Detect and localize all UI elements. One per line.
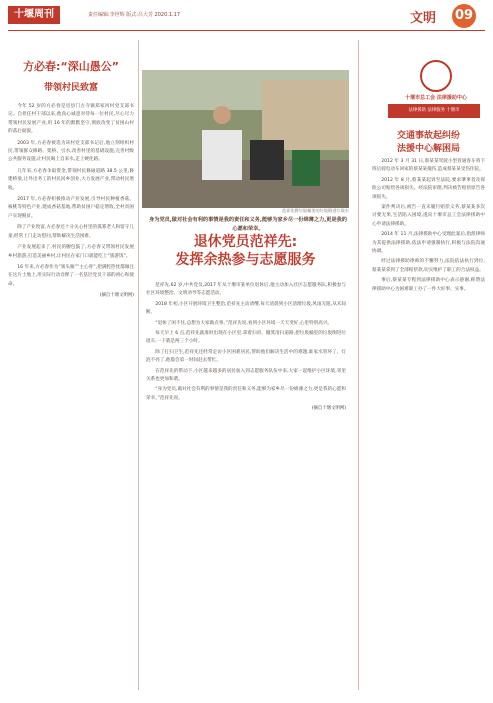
paragraph: 2017 年,方必春积极推动产业发展,引导村民种植香菇、核桃等特色产业,建成香菇基地,帮助贫困户稳定增收,全村贫困户实现脱贫。: [8, 197, 134, 219]
paragraph: “身为党员,做对社会有利的事情是我的责任和义务,能够为家乡尽一份绵薄之力,更是我的心愿和荣幸。”范祥先说。: [146, 387, 346, 401]
paragraph: “退休了闲不住,总想为大家做点事。”范祥先说,看到小区环境一天天变好,心里特别高兴。: [155, 320, 333, 326]
paragraph: 除了产业致富,方必春还十分关心村里的孤寡老人和留守儿童,经常上门走访慰问,帮助解决生活困难。: [8, 225, 134, 239]
title-line-1: 交通事故起纠纷: [396, 131, 460, 141]
photo-illustration: [142, 70, 349, 208]
right-article-title: [372, 130, 485, 156]
paragraph: 范祥先,62 岁,中共党员,2017 年从十堰市某单位退休后,他主动加入社区志愿服务队,积极参与社区环境整治、文明劝导等志愿活动。: [146, 283, 346, 297]
header-rule: [8, 30, 485, 31]
paragraph: 经过法律援助律师的不懈努力,法院依法执行到位,蔡某某拿到了全部赔偿款,切实维护了职工的合法权益。: [372, 259, 485, 273]
page-header: [0, 0, 493, 30]
article-photo: [142, 70, 349, 208]
middle-article-byline: (摘自十堰文明网): [311, 406, 346, 412]
paragraph: 事后,蔡某某专程到法律援助中心表示感谢,称赞法律援助中心为困难职工办了一件大好事、实事。: [372, 278, 485, 292]
left-article-title: 方必春:“深山愚公”: [23, 60, 119, 73]
title-line-1: 退休党员范祥先:: [193, 234, 298, 250]
right-article-body: [372, 158, 485, 296]
paragraph: 2012 年 3 月 31 日,蔡某某驾驶小型普通客车将下班后骑电动车回家的蔡某某撞伤,造成蔡某某受伤住院。: [372, 159, 485, 173]
editors-line: 责任编辑:李世辉 版式:吕大芳 2020.1.17: [88, 12, 180, 18]
left-article-byline: (摘自十堰文明网): [99, 293, 134, 299]
masthead: 十堰周刊: [8, 6, 60, 24]
middle-article-body: [146, 282, 346, 414]
paragraph: 几年来,方必春争取资金,带领村民修通道路 38.5 公里,修建桥梁,让外出务工的村民回乡创业,大力发展产业,带动村民增收。: [8, 168, 134, 191]
paragraph: 每天早上 6 点,范祥先就准时出现在小区里,拿着扫帚、簸箕清扫道路,把垃圾桶里的垃圾倒进垃圾车,一干就是两三个小时。: [146, 331, 346, 345]
middle-article-title: [142, 233, 349, 269]
paragraph: 产业发展起来了,村民的腰包鼓了,方必春又带领村民发展乡村旅游,打造美丽乡村,让村民在家门口就能吃上“旅游饭”。: [8, 245, 134, 259]
section-title: 文明: [410, 11, 437, 26]
left-article: [8, 60, 134, 301]
paragraph: 16 年来,方必春作为“领头雁”“主心骨”,把满腔热忱都倾注在这片土地上,用实际行动诠释了一名基层党员干部的初心和使命。: [8, 264, 134, 287]
title-line-2: 发挥余热参与志愿服务: [175, 252, 316, 268]
paragraph: 在范祥先的带动下,小区越来越多的居民加入到志愿服务队伍中来,大家一起维护小区环境,邻里关系也更加和谐。: [146, 368, 346, 383]
paragraph: 2012 年 8 月,蔡某某起诉至法院,要求肇事者及保险公司赔偿各项损失。经法院审理,判决被告赔偿原告各项损失。: [372, 177, 485, 200]
emblem-icon: [420, 60, 452, 92]
column-divider: [138, 40, 139, 690]
left-article-subtitle: 带领村民致富: [43, 83, 98, 93]
column-divider: [358, 40, 359, 690]
page-number: 09: [452, 4, 476, 28]
title-line-2: 法援中心解困局: [396, 144, 460, 154]
photo-caption: 范祥先将垃圾桶里的垃圾倒进垃圾车: [281, 208, 349, 213]
paragraph: 今年 52 岁的方必春是房县门古寺镇郑家河村党支部书记。自担任村干部以来,他真心诚意对待每一位村民,尽心尽力带领村民发展产业,用 16 年的默默坚守,彻底改变了贫困山村的落后面貌。: [8, 104, 134, 135]
paragraph: 2003 年,方必春被选为该村党支部书记后,他立刻组织村民,带领群众修路、架桥、引水,改善村里的基础设施,完善村级公共服务设施,让村民喝上自来水,走上硬化路。: [8, 140, 134, 163]
article-lead: 身为党员,做对社会有利的事情是我的责任和义务,能够为家乡尽一份绵薄之力,更是我的心愿和荣幸。: [149, 217, 347, 232]
paragraph: 案件判决后,被告一直未履行赔偿义务,蔡某某多次讨要无果,生活陷入困境,遂向十堰市总工会法律援助中心申请法律援助。: [372, 205, 485, 227]
legal-aid-banner: 法律援助 法律服务 十堰市: [388, 104, 480, 118]
left-article-body: [8, 103, 134, 301]
paragraph: 2014 年 11 月,法律援助中心受理此案后,指派律师为其提供法律援助,依法申请强制执行,积极与法院沟通协调。: [372, 232, 485, 255]
logo-text: 十堰市总工会 法律援助中心: [405, 95, 467, 101]
paragraph: 2018 年初,小区开展环境卫生整治,范祥先主动请缨,每天清晨到小区清理垃圾,风雨无阻,从未间断。: [146, 301, 346, 316]
paragraph: 除了打扫卫生,范祥先还经常走访小区困难居民,帮助他们解决生活中的难题,谁家水管坏了、灯泡不亮了,他都会第一时间赶去帮忙。: [146, 349, 346, 364]
